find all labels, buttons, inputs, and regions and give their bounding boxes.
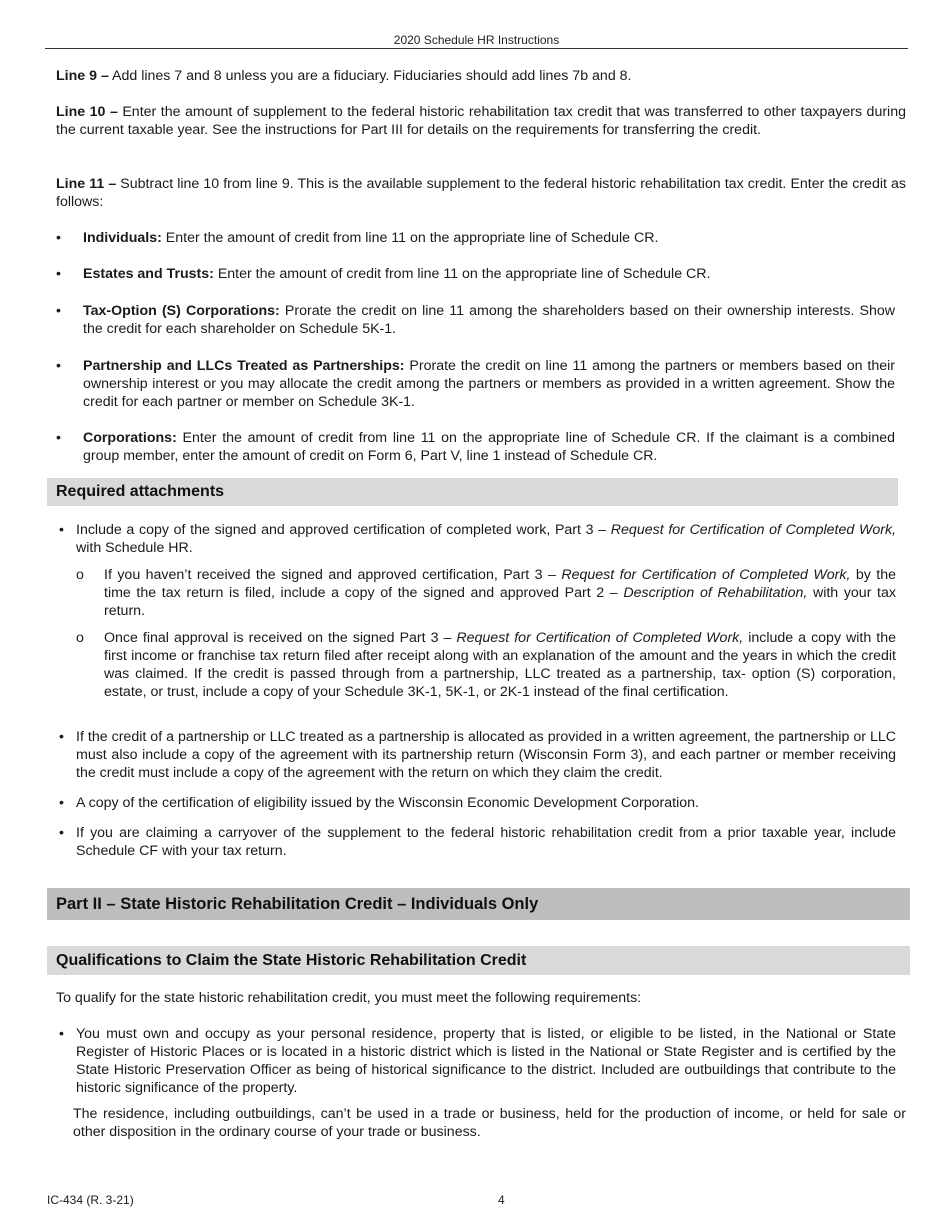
line-9-paragraph bbox=[56, 67, 906, 85]
line-11-paragraph bbox=[56, 175, 906, 211]
header-rule bbox=[45, 48, 908, 49]
form-title: Description of Rehabilitation, bbox=[623, 585, 808, 601]
running-head: 2020 Schedule HR Instructions bbox=[393, 33, 560, 47]
form-title: Request for Certification of Completed Work, bbox=[456, 630, 744, 646]
list-item-text: If the credit of a partnership or LLC treated as a partnership is allocated as provided in a written agreement, the partnership or LLC must also include a copy of the agreement with its partnership return (Wisconsin Form 3), and each partner or member receiving the credit must include a copy of the agreement with the return on which they claim the credit. bbox=[76, 729, 896, 781]
list-item-label: Tax-Option (S) Corporations: bbox=[83, 303, 280, 319]
line-10-text: Enter the amount of supplement to the federal historic rehabilitation tax credit that was transferred to other taxpayers during the current taxable year. See the instructions for Part III for details on the requirements for transferring the credit. bbox=[56, 104, 906, 138]
qualifications-heading: Qualifications to Claim the State Historic Rehabilitation Credit bbox=[47, 946, 910, 975]
bullet-icon: • bbox=[56, 430, 61, 446]
list-item-text bbox=[83, 302, 895, 338]
bullet-icon: • bbox=[56, 358, 61, 374]
bullet-icon: • bbox=[59, 522, 64, 538]
list-item-text: A copy of the certification of eligibility issued by the Wisconsin Economic Development Corporation. bbox=[76, 795, 699, 811]
list-item-body: Enter the amount of credit from line 11 on the appropriate line of Schedule CR. bbox=[213, 266, 711, 282]
line-10-label: Line 10 – bbox=[56, 104, 118, 120]
list-item-label: Individuals: bbox=[83, 230, 162, 246]
text-run: Once final approval is received on the signed Part 3 – bbox=[104, 630, 457, 646]
bullet-icon: • bbox=[59, 729, 64, 745]
line-11-text: Subtract line 10 from line 9. This is the available supplement to the federal historic rehabilitation tax credit. Enter the credit as follows: bbox=[56, 176, 906, 210]
text-run: with Schedule HR. bbox=[76, 540, 193, 556]
line-9-text: Add lines 7 and 8 unless you are a fiduciary. Fiduciaries should add lines 7b and 8. bbox=[108, 68, 632, 84]
list-item-text bbox=[83, 229, 895, 247]
list-item-label: Corporations: bbox=[83, 430, 177, 446]
text-run: Include a copy of the signed and approved certification of completed work, Part 3 – bbox=[76, 522, 611, 538]
list-item-body: Enter the amount of credit from line 11 on the appropriate line of Schedule CR. bbox=[161, 230, 659, 246]
bullet-icon: • bbox=[56, 230, 61, 246]
circle-bullet-icon: o bbox=[76, 630, 84, 646]
sub-list-item-text bbox=[104, 566, 896, 620]
line-9-label: Line 9 – bbox=[56, 68, 109, 84]
list-item-body: Prorate the credit on line 11 among the shareholders based on their ownership interests. Show the credit for each shareholder on Schedule 5K-1. bbox=[83, 303, 895, 337]
required-attachments-heading: Required attachments bbox=[47, 478, 898, 506]
bullet-icon: • bbox=[59, 1026, 64, 1042]
qualifications-note: The residence, including outbuildings, can’t be used in a trade or business, held for the production of income, or held for sale or other disposition in the ordinary course of your trade or business. bbox=[73, 1106, 906, 1140]
bullet-icon: • bbox=[59, 825, 64, 841]
bullet-icon: • bbox=[56, 303, 61, 319]
form-id: IC-434 (R. 3-21) bbox=[47, 1193, 134, 1207]
sub-list-item-text bbox=[104, 629, 896, 701]
text-run: with your tax return. bbox=[104, 585, 896, 619]
list-item-label: Partnership and LLCs Treated as Partnerships: bbox=[83, 358, 405, 374]
list-item-body: Enter the amount of credit from line 11 on the appropriate line of Schedule CR. If the claimant is a combined group member, enter the amount of credit on Form 6, Part V, line 1 instead of Schedule CR. bbox=[83, 430, 895, 464]
line-10-paragraph bbox=[56, 103, 906, 139]
text-run: If you haven’t received the signed and approved certification, Part 3 – bbox=[104, 567, 562, 583]
list-item-text: You must own and occupy as your personal residence, property that is listed, or eligible to be listed, in the National or State Register of Historic Places or is located in a historic district which is listed in the National or State Register and is certified by the State Historic Preservation Officer as being of historical significance to the district. Included are outbuildings that contribute to the historic significance of the property. bbox=[76, 1026, 896, 1096]
list-item-text bbox=[83, 429, 895, 465]
text-run: by the time the tax return is filed, include a copy of the signed and approved Part 2 – bbox=[104, 567, 897, 601]
form-title: Request for Certification of Completed Work, bbox=[610, 522, 897, 538]
qualifications-intro: To qualify for the state historic rehabilitation credit, you must meet the following requirements: bbox=[56, 990, 642, 1006]
part-2-heading: Part II – State Historic Rehabilitation Credit – Individuals Only bbox=[47, 888, 910, 920]
page-number: 4 bbox=[498, 1193, 505, 1207]
text-run: include a copy with the first income or franchise tax return filed after receipt along with an explanation of the amount and the years in which the credit was claimed. If the credit is passed through from a partnership, LLC treated as a partnership, tax- option (S) corporation, estate, or trust, include a copy of your Schedule 3K-1, 5K-1, or 2K-1 instead of the final certification. bbox=[104, 630, 896, 700]
list-item-label: Estates and Trusts: bbox=[83, 266, 214, 282]
bullet-icon: • bbox=[59, 795, 64, 811]
list-item-text bbox=[76, 521, 896, 557]
line-11-label: Line 11 – bbox=[56, 176, 117, 192]
bullet-icon: • bbox=[56, 266, 61, 282]
list-item-text: If you are claiming a carryover of the supplement to the federal historic rehabilitation credit from a prior taxable year, include Schedule CF with your tax return. bbox=[76, 825, 896, 859]
form-title: Request for Certification of Completed Work, bbox=[561, 567, 851, 583]
list-item-text bbox=[83, 265, 895, 283]
list-item-text bbox=[83, 357, 895, 411]
list-item-body: Prorate the credit on line 11 among the partners or members based on their ownership interest or you may allocate the credit among the partners or members as provided in a written agreement. Show the credit for each partner or member on Schedule 3K-1. bbox=[83, 358, 895, 410]
circle-bullet-icon: o bbox=[76, 567, 84, 583]
